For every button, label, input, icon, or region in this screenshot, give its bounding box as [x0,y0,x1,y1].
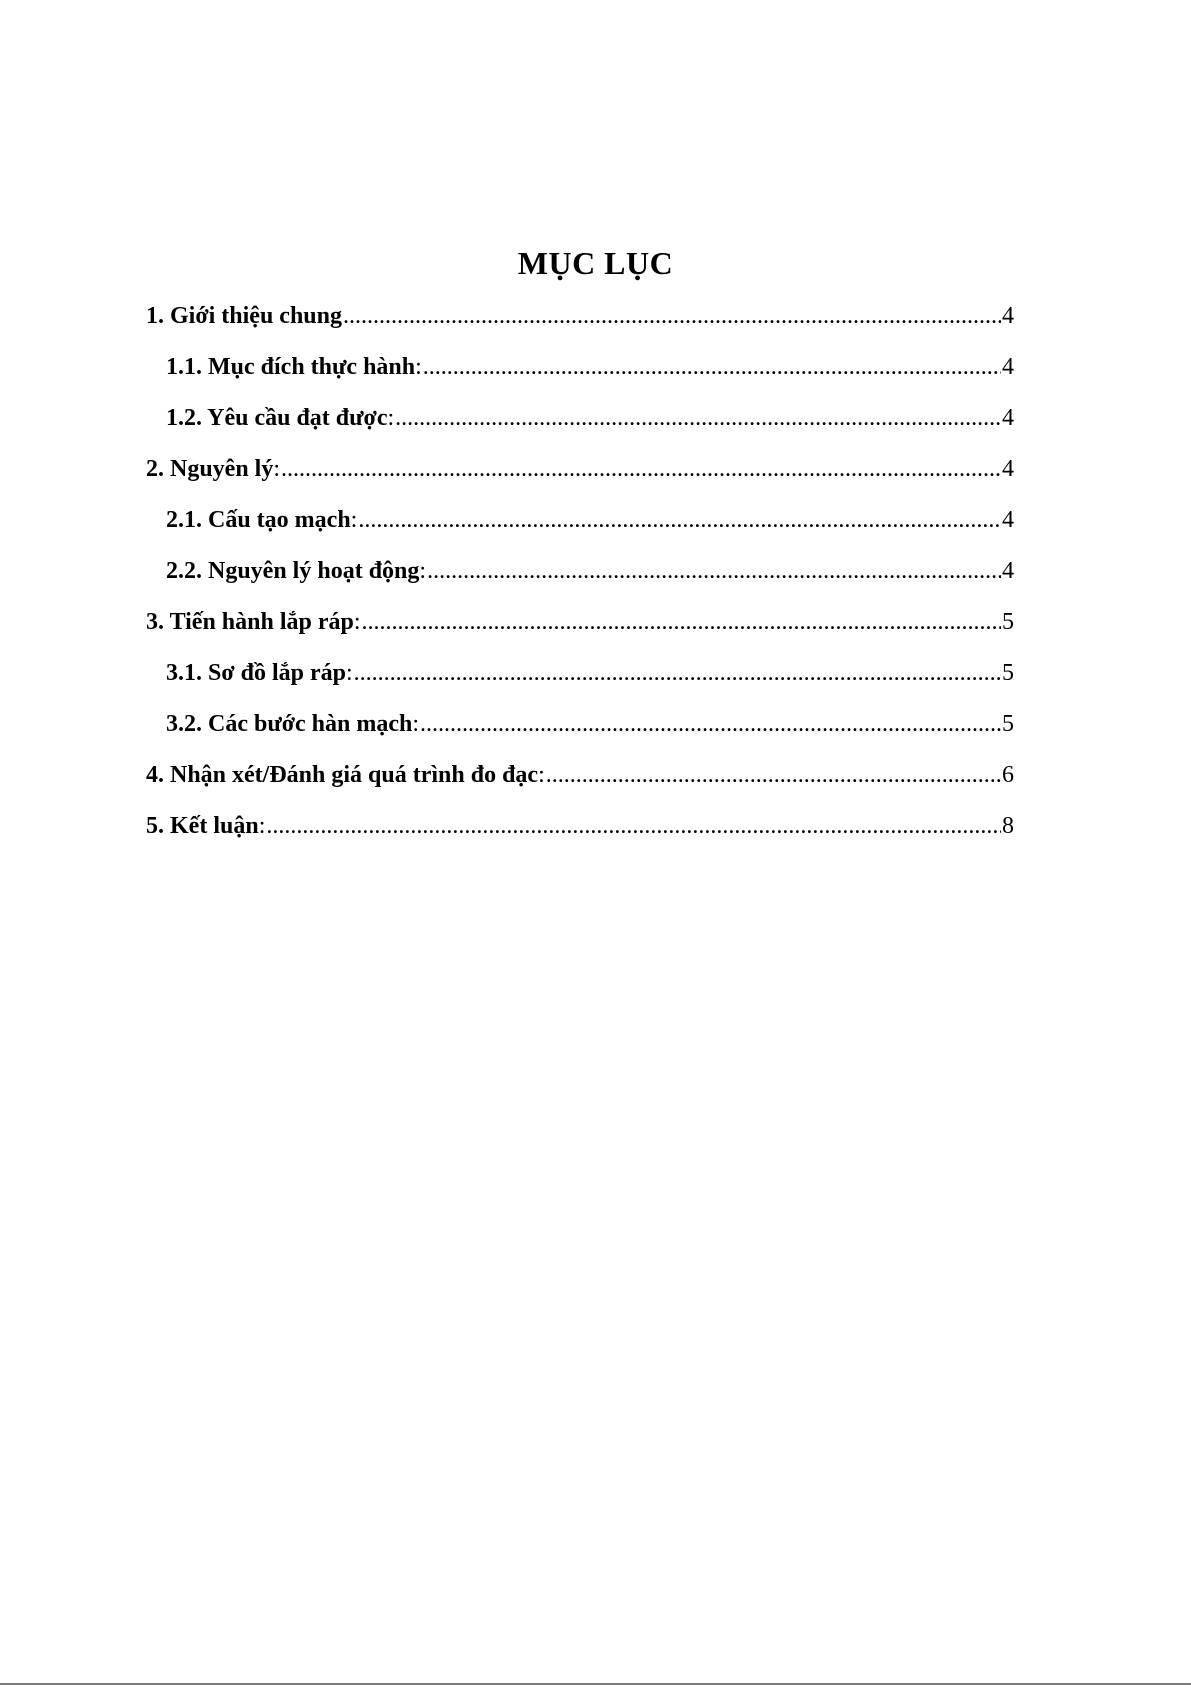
toc-entry-suffix: : [273,456,281,482]
toc-dot-leader [420,706,1001,742]
toc-dot-leader [427,553,1001,589]
toc-entry-page: 4 [1002,507,1014,533]
toc-entry-label: 5. Kết luận [146,813,259,839]
toc-entry-label: 3. Tiến hành lắp ráp [146,609,354,635]
toc-dot-leader [358,502,1001,538]
toc-entry-3[interactable] [146,604,1014,655]
toc-entry-1-1[interactable] [146,349,1014,400]
toc-entry-page: 4 [1002,303,1014,329]
toc-entry-suffix: : [258,813,266,839]
toc-entry-suffix: : [353,609,361,635]
toc-title: MỤC LỤC [517,245,674,281]
toc-entry-suffix: : [412,711,420,737]
toc-entry-page: 5 [1002,660,1014,686]
toc-dot-leader [343,298,1001,334]
toc-entry-label: 2. Nguyên lý [146,456,274,482]
toc-entry-label: 1.1. Mục đích thực hành [166,354,416,380]
toc-entry-page: 4 [1002,354,1014,380]
toc-entry-2[interactable] [146,451,1014,502]
toc-entry-1[interactable] [146,298,1014,349]
toc-entry-4[interactable] [146,757,1014,808]
toc-entry-page: 4 [1002,405,1014,431]
toc-entry-label: 4. Nhận xét/Đánh giá quá trình đo đạc [146,762,539,788]
toc-entry-1-2[interactable] [146,400,1014,451]
toc-dot-leader [546,757,1001,793]
toc-entry-label: 3.2. Các bước hàn mạch [166,711,413,737]
toc-dot-leader [395,400,1001,436]
toc-dot-leader [423,349,1001,385]
toc-entry-2-1[interactable] [146,502,1014,553]
toc-entry-suffix: : [538,762,545,788]
toc-dot-leader [266,808,1001,844]
toc-dot-leader [354,655,1001,691]
toc-entry-page: 5 [1002,711,1014,737]
toc-entry-5[interactable] [146,808,1014,859]
toc-entry-3-2[interactable] [146,706,1014,757]
toc-entry-label: 3.1. Sơ đồ lắp ráp [166,660,346,686]
toc-entry-page: 5 [1002,609,1014,635]
toc-entry-label: 1. Giới thiệu chung [146,303,342,329]
toc-entry-label: 1.2. Yêu cầu đạt được [166,405,388,431]
toc-entry-2-2[interactable] [146,553,1014,604]
toc-entry-label: 2.2. Nguyên lý hoạt động [166,558,420,584]
toc-entry-suffix: : [387,405,395,431]
toc-entry-page: 8 [1002,813,1014,839]
toc-entry-label: 2.1. Cấu tạo mạch [166,507,351,533]
toc-entry-page: 6 [1002,762,1014,788]
toc-entry-suffix: : [350,507,358,533]
toc-entry-suffix: : [419,558,427,584]
table-of-contents [146,298,1014,859]
toc-entry-3-1[interactable] [146,655,1014,706]
toc-entry-page: 4 [1002,558,1014,584]
toc-entry-suffix: : [415,354,422,380]
toc-dot-leader [362,604,1001,640]
toc-entry-page: 4 [1002,456,1014,482]
toc-entry-suffix: : [346,660,353,686]
toc-dot-leader [281,451,1001,487]
